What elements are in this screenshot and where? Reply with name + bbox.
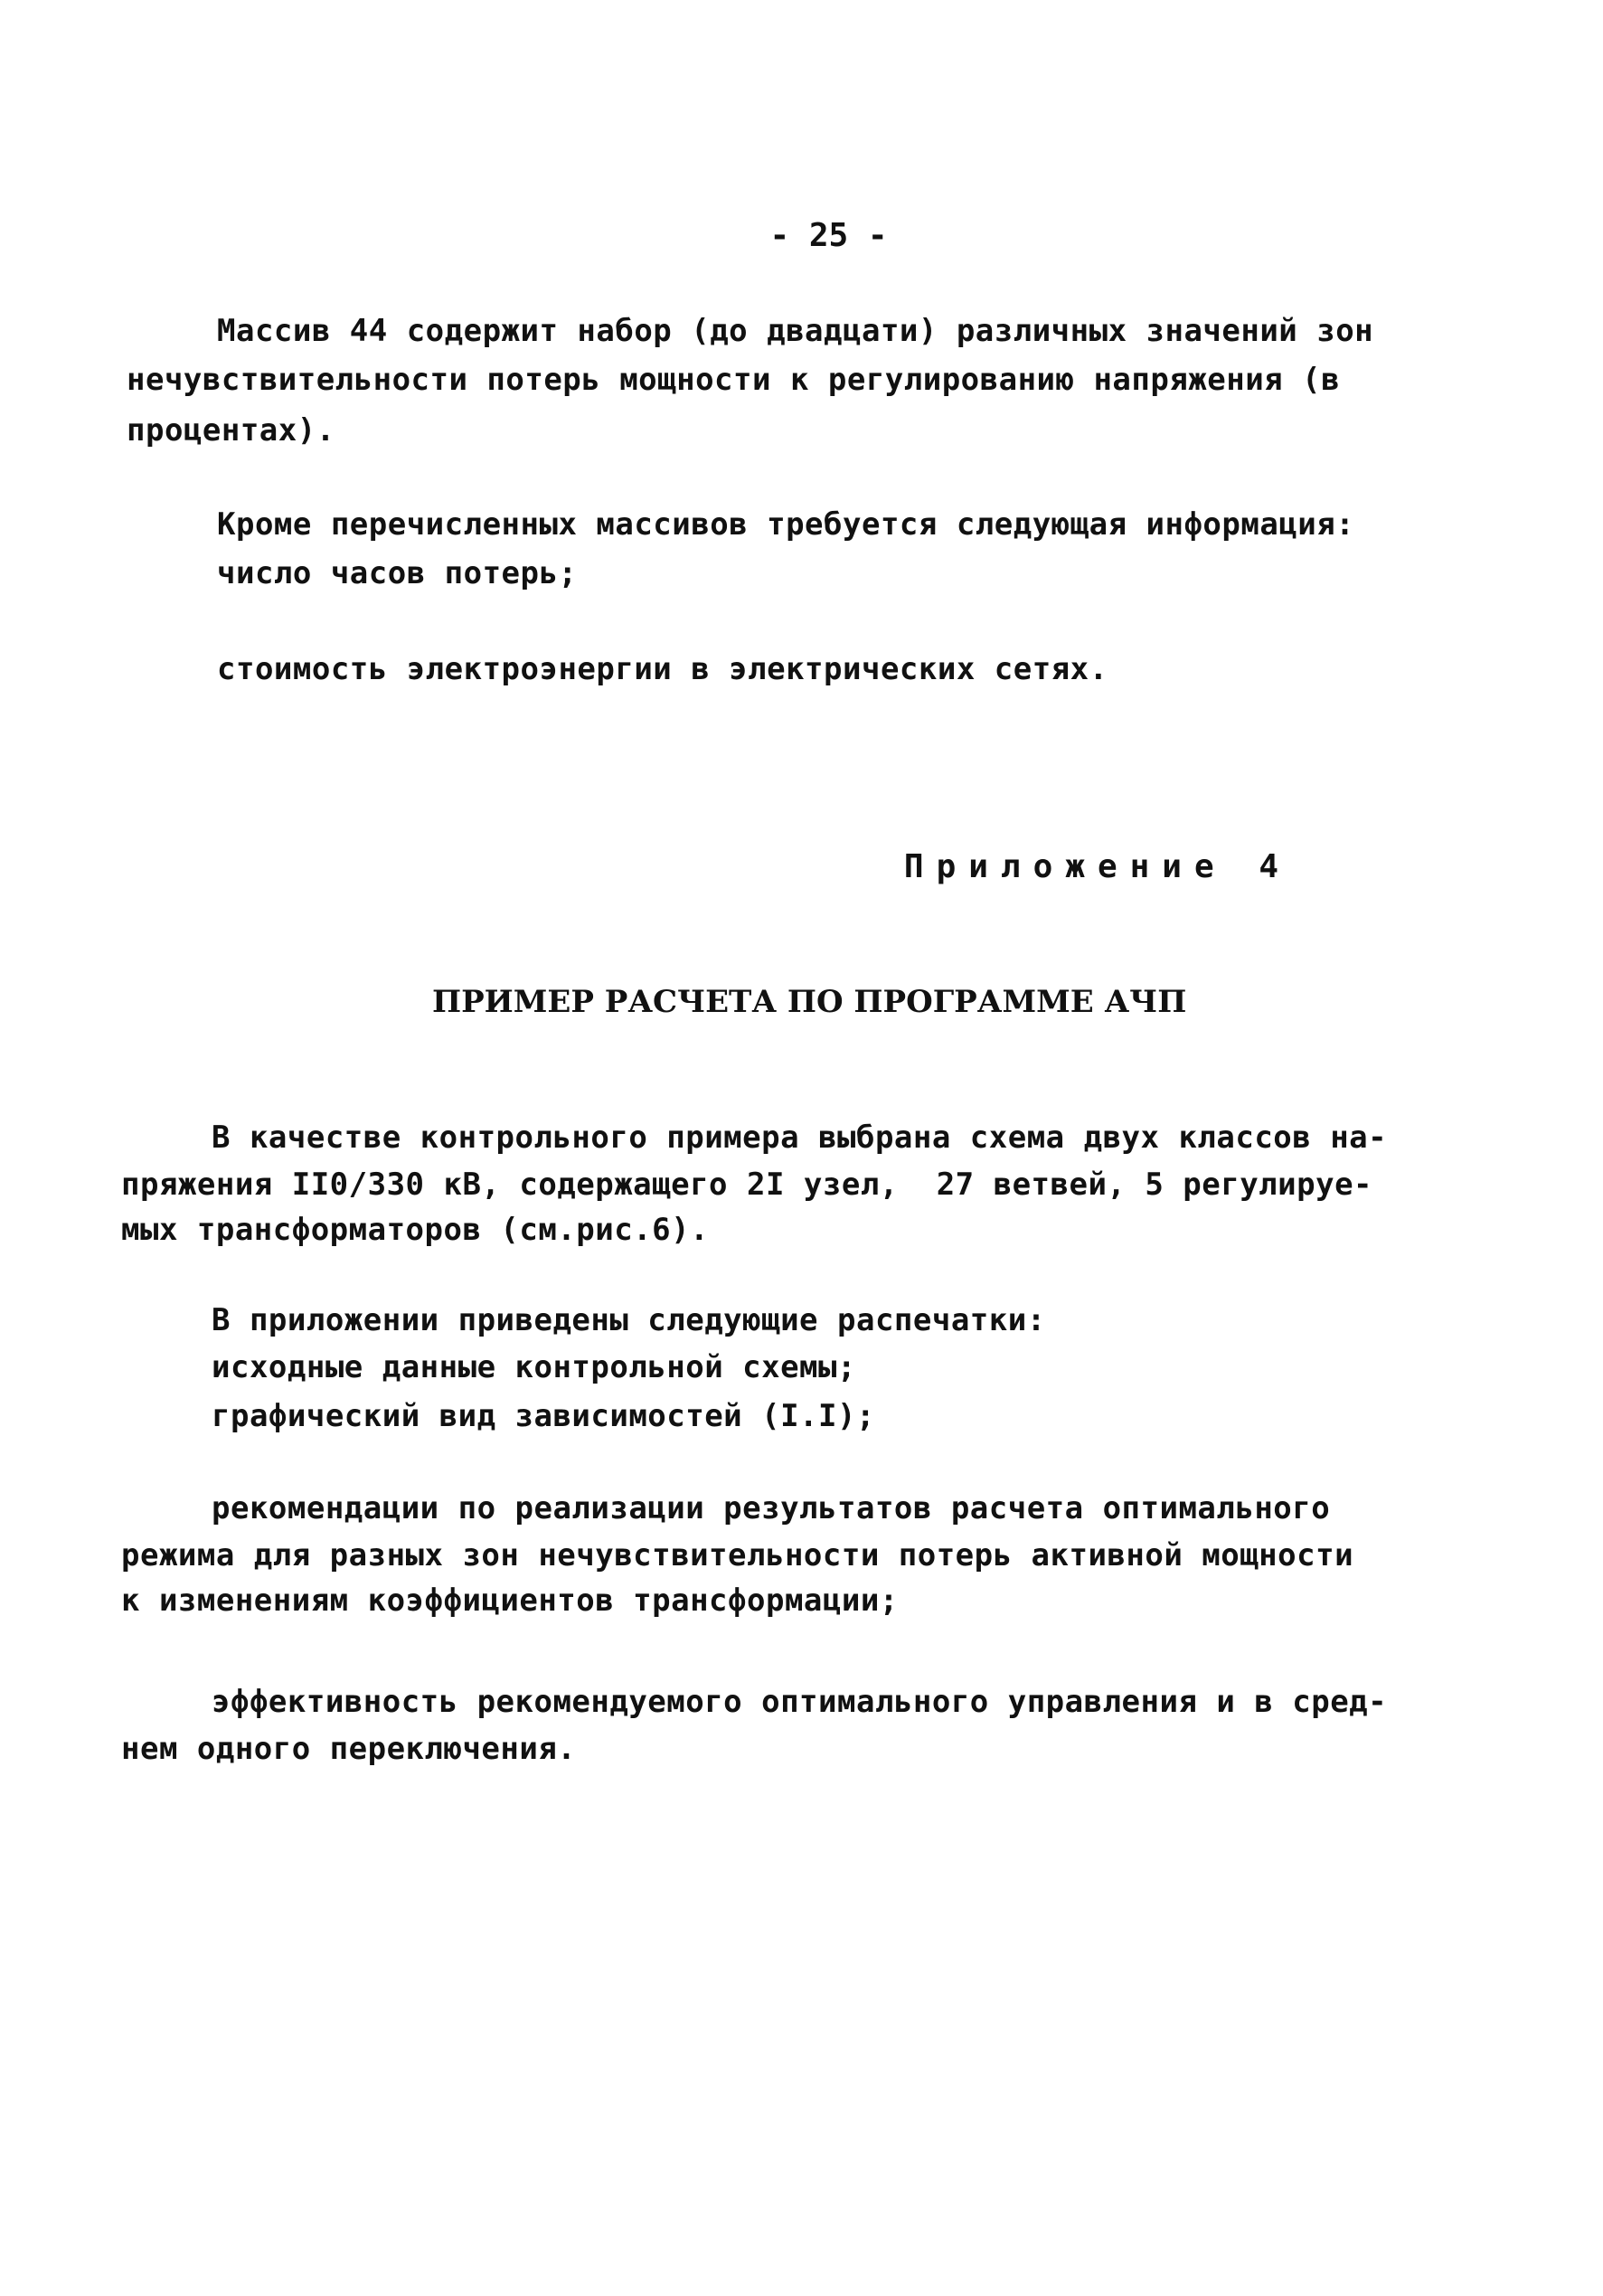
paragraph-line: Массив 44 содержит набор (до двадцати) различных значений зон (217, 313, 1374, 349)
paragraph-line: В приложении приведены следующие распечатки: (212, 1302, 1046, 1338)
section-title: ПРИМЕР РАСЧЕТА ПО ПРОГРАММЕ АЧП (432, 984, 1187, 1020)
paragraph-line: процентах). (127, 412, 335, 449)
paragraph-line: В качестве контрольного примера выбрана схема двух классов на- (212, 1120, 1388, 1156)
paragraph-line: число часов потерь; (217, 555, 578, 591)
paragraph-line: пряжения II0/330 кВ, содержащего 2I узел, 27 ветвей, 5 регулируе- (121, 1167, 1373, 1203)
paragraph-line: нем одного переключения. (121, 1731, 577, 1767)
paragraph-line: эффективность рекомендуемого оптимального управления и в сред- (212, 1684, 1388, 1720)
page-number: - 25 - (769, 217, 888, 254)
paragraph-line: стоимость электроэнергии в электрических сетях. (217, 651, 1108, 687)
appendix-label: Приложение 4 (903, 848, 1291, 885)
paragraph-line: исходные данные контрольной схемы; (212, 1349, 856, 1385)
paragraph-line: режима для разных зон нечувствительности потерь активной мощности (121, 1537, 1354, 1573)
paragraph-line: Кроме перечисленных массивов требуется следующая информация: (217, 506, 1355, 543)
paragraph-line: мых трансформаторов (см.рис.6). (121, 1212, 710, 1248)
paragraph-line: нечувствительности потерь мощности к регулированию напряжения (в (127, 362, 1341, 398)
paragraph-line: графический вид зависимостей (I.I); (212, 1398, 875, 1434)
paragraph-line: рекомендации по реализации результатов расчета оптимального (212, 1490, 1331, 1526)
paragraph-line: к изменениям коэффициентов трансформации; (121, 1583, 899, 1619)
